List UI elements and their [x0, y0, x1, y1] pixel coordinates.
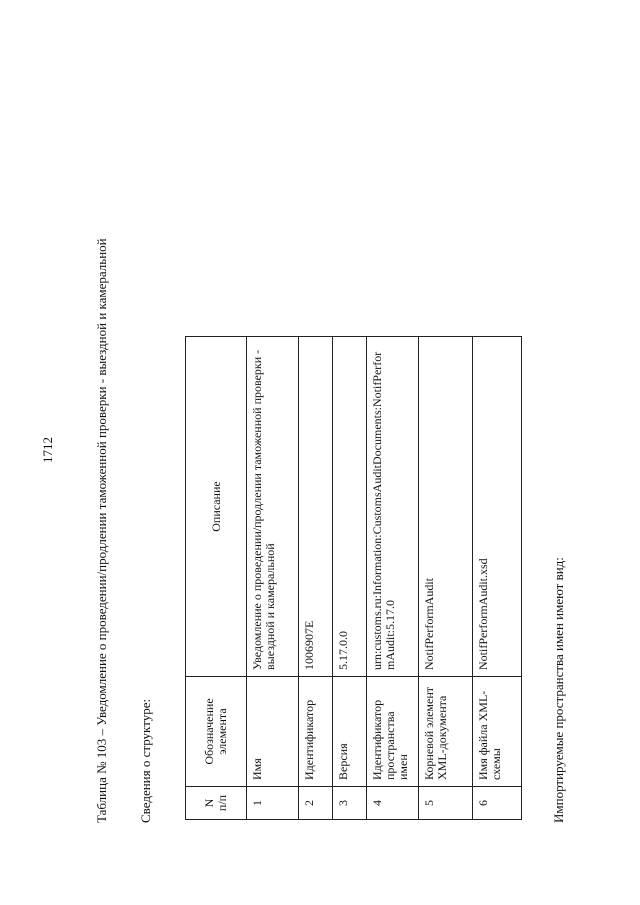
cell-element: Версия	[333, 677, 367, 787]
structure-caption: Сведения о структуре:	[138, 698, 153, 823]
cell-num: 3	[333, 787, 367, 820]
cell-num: 6	[473, 787, 522, 820]
structure-table	[185, 336, 522, 820]
cell-description: NotifPerformAudit	[419, 337, 473, 677]
cell-description: urn:customs.ru:Information:CustomsAuditDocuments:NotifPerformAudit:5.17.0	[367, 337, 419, 677]
cell-num: 1	[247, 787, 299, 820]
header-description: Описание	[186, 337, 247, 677]
cell-element: Идентификатор пространства имен	[367, 677, 419, 787]
table-row	[419, 337, 473, 820]
cell-num: 5	[419, 787, 473, 820]
header-element: Обозначение элемента	[186, 677, 247, 787]
header-num: N п/п	[186, 787, 247, 820]
table-row	[299, 337, 333, 820]
cell-element: Имя	[247, 677, 299, 787]
table-row	[247, 337, 299, 820]
cell-element: Имя файла XML-схемы	[473, 677, 522, 787]
cell-description: 1006907E	[299, 337, 333, 677]
cell-description: NotifPerformAudit.xsd	[473, 337, 522, 677]
imported-namespaces-caption: Импортируемые пространства имен имеют вид:	[551, 557, 566, 823]
table-header-row	[186, 337, 247, 820]
table-row	[473, 337, 522, 820]
cell-num: 2	[299, 787, 333, 820]
table-row	[333, 337, 367, 820]
table-title: Таблица № 103 – Уведомление о проведении/продлении таможенной проверки - выездной и камеральной	[94, 238, 109, 823]
page-number: 1712	[40, 437, 55, 463]
cell-description: 5.17.0.0	[333, 337, 367, 677]
cell-description: Уведомление о проведении/продлении таможенной проверки - выездной и камеральной	[247, 337, 299, 677]
cell-element: Корневой элемент XML-документа	[419, 677, 473, 787]
table-row	[367, 337, 419, 820]
cell-num: 4	[367, 787, 419, 820]
cell-element: Идентификатор	[299, 677, 333, 787]
